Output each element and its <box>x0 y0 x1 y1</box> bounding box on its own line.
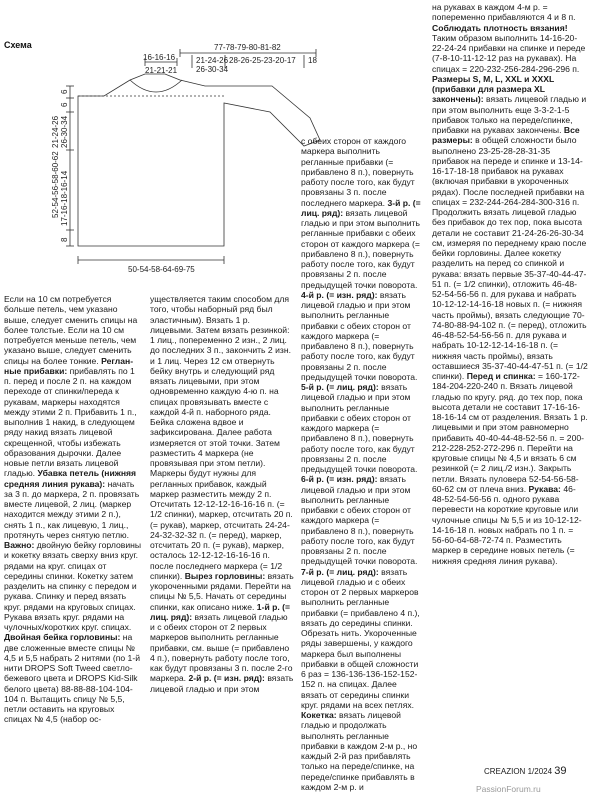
section-heading: Важно: <box>4 540 35 550</box>
body-text: вязать лицевой гладью и при этом <box>150 673 294 694</box>
label-top-2: 21-21-21 <box>145 66 178 75</box>
label-top-1: 16-16-16 <box>143 53 176 62</box>
body-text: Затем вязать резинкой: 1 лиц., попеременно 2 изн., 2 лиц. до последних 3 п., закончить 2 изн. и 1 лиц. <box>150 324 291 366</box>
body-text: вязать лицевой гладью и при этом выполнить регланные прибавки с обеих сторон от каждого маркера (= прибавлено 8 п.), повернуть работу после того, как будут провязаны 2 п. после предыдущей точки поворота. <box>301 382 418 474</box>
page-number: 39 <box>554 765 567 777</box>
body-text: в общей сложности было выполнено 23-25-28-28-31-35 прибавок на переде и спинке и 13-14-16-17-18-18 прибавок на рукавах (включая прибавки в укороченных рядах). После последней прибавки на спицах = 232-244-264-284-300-316 п. Продолжить вязать лицевой гладью без прибавок до тех пор, пока высота детали не составит 21-24-26-26-30-34 см, измеряя по переднему краю после бейки горловины. <box>432 135 587 258</box>
section-heading: Убавка петель (нижняя средняя линия рукава): <box>4 468 137 489</box>
section-heading: Вырез горловины: <box>184 570 266 581</box>
body-text: Отсчитать 12-12-12-16-16-16 п. (= 1/2 спинки), маркер, отсчитать 20 п. (= рукав), маркер, отсчитать 24-24-24-32-32-32 п. (= перед), маркер, отсчитать 20 п. (= рукав), маркер, осталось 12-12-12-16-16-16 п. после последнего маркера (= 1/2 спинки). <box>150 499 293 581</box>
label-top-3b: 26-30-34 <box>196 65 229 74</box>
label-top-4: 28-26-25-23-20-17 <box>229 56 296 65</box>
label-left-5: 17-16-18-16-14 <box>60 170 69 226</box>
body-text: с обеих сторон от каждого маркера выполнить регланные прибавки (= прибавлено 8 п.), повернуть работу после того, как будут провязаны 3 п. после последнего маркера. <box>301 136 415 208</box>
section-heading: Кокетка: <box>301 710 337 720</box>
label-left-2: 6 <box>60 102 69 107</box>
body-text: вязать лицевой гладью и при этом выполнить регланные прибавки с обеих сторон от каждого маркера (= прибавлено 8 п.), повернуть работу после того, как будут провязаны 2 п. после предыдущей точки поворота. <box>301 207 420 290</box>
schema-title: Схема <box>4 40 32 50</box>
body-text: на две сложенные вместе спицы № 4,5 и 5,5 набрать 2 нитями (по 1-й нити DROPS Soft Tweed светло-бежевого цвета и DROPS Kid-Silk белого цвета) 88-88-88-104-104-104 п. Вытащить спицу № 5,5, петли оставить на круговых спицах № 4,5 (набор ос- <box>4 632 140 725</box>
body-text: = 160-172-184-204-220-240 п. Вязать лицевой гладью по кругу. ряд. до тех пор, пока высота детали не составит 17-16-16-18-16-14 см от разделения. Вязать 1 р. лицевыми и при этом равномерно прибавить 40-40-44-48-52-56 п. = 200-212-228-252-272-296 п. Перейти на круговые спицы № 4,5 и вязать 6 см резинкой (= 2 лиц./2 изн.). Закрыть петли. Вязать пуловера 52-54-56-58-60-62 см от плеча вниз. <box>432 371 588 494</box>
section-heading: Соблюдать плотность вязания! <box>432 22 568 33</box>
body-text: вязать лицевой гладью и при этом выполнить регланные прибавки с обеих сторон от каждого маркера (= прибавлено 8 п.), повернуть работу после того, как будут провязаны 2 п. после предыдущей точки поворота. <box>301 289 418 382</box>
label-left-1: 6 <box>60 89 69 94</box>
text-column-3 <box>301 136 425 792</box>
section-heading: 4-й р. (= изн. ряд): <box>301 289 378 300</box>
body-text: двойную бейку горловины и кокетку вязать сверху вниз круг. рядами на круг. спицах от середины спинки. Кокетку затем разделить на спинку с передом и рукава. Спинку и перед вязать круг. рядами на круговых спицах. Рукава вязать круг. рядами на чулочных/коротких круг. спицах. <box>4 540 142 632</box>
section-heading: 7-й р. (= лиц. ряд): <box>301 566 379 577</box>
schematic-diagram <box>0 0 340 292</box>
section-heading: 5-й р. (= лиц. ряд): <box>301 382 379 392</box>
section-heading: 6-й р. (= изн. ряд): <box>301 474 378 485</box>
text-column-4 <box>432 2 588 566</box>
body-text: вязать лицевой гладью и с обеих сторон от 2 первых маркеров выполнить регланные прибавки, см. выше (= прибавлено 4 п.), повернуть работу после того, как будут провязаны 3 п. после 2-го маркера. <box>150 611 293 684</box>
body-text: Укороченные ряды завершены, у каждого маркера был выполнены прибавки в общей сложности 6 раз = 136-136-136-152-152-152 п. на спицах. <box>301 628 419 690</box>
body-text: вязать лицевой гладью и продолжать выполнять регланные прибавки в каждом 2-м р., но каждый 2-й раз прибавлять только на переде/спинке, на переде/спинке прибавлять в каждом 2-м р. и <box>301 710 418 792</box>
body-text: 46-48-52-54-56-56 п. одного рукава перевести на короткие круговые или чулочные спицы № 5,5 и из 10-12-12-14-16-18 п. новых набрать по 1 п. = 56-60-64-68-72-74 п. Разместить маркер в середине новых петель (= нижняя средняя линия рукава). <box>432 483 582 566</box>
body-text: Если на 10 см потребуется больше петель, чем указано выше, следует сменить спицы на более толстые. Если на 10 см потребуется меньше петель, чем указано выше, следует сменить спицы на более тонкие. <box>4 294 138 366</box>
body-text: Затем разместить 4 маркера (не провязывая при этом петли). Маркеры будут нужны для регланных прибавок, каждый маркер разместить между 2 п. <box>150 437 280 499</box>
body-text: Вязать 1 р. лицевыми. <box>150 314 250 335</box>
section-heading: 2-й р. (= изн. ряд): <box>188 673 265 684</box>
body-text: Далее работа измеряется от этой точки. <box>150 427 272 448</box>
section-heading: Рукава: <box>528 483 561 494</box>
body-text: вязать укороченными рядами. Перейти на спицы № 5,5. Начать от середины спинки, как описано ниже. <box>150 570 294 612</box>
body-text: Таким образом выполнить 14-16-20-22-24-24 прибавки на спинке и переде (7-8-10-11-12-12 раз на рукавах). На спицах = 220-232-256-284-296-296 п. <box>432 32 586 74</box>
body-text: уществляется таким способом для того, чтобы наборный ряд был эластичным). <box>150 294 290 325</box>
label-top-5: 18 <box>308 56 317 65</box>
issue-number: 1/2024 <box>527 767 553 776</box>
label-left-6: 8 <box>60 237 69 242</box>
body-text: вязать лицевой гладью и при этом выполнить регланные прибавки с обеих сторон от каждого маркера (= прибавлено 8 п.), повернуть работу после того, как будут провязаны 2 п. после предыдущей точки поворота. <box>301 474 418 567</box>
section-heading: 1-й р. (= лиц. ряд): <box>150 601 291 622</box>
body-text: начать за 3 п. до маркера, 2 п. провязать вместе лицевой, 2 лиц. (маркер находится между этими 2 п.), снять 1 п., как лицевую, 1 лиц., протянуть через снятую петлю. <box>4 478 140 540</box>
body-text: на рукавах в каждом 4-м р. = попеременно прибавляются 4 и 8 п. <box>432 2 576 23</box>
text-column-1 <box>4 294 144 725</box>
magazine-name: CREAZION <box>484 767 526 776</box>
body-text: Через 12 см отвернуть бейку внутрь и следующий ряд вязать лицевыми, при этом одновременно каждую 4-ю п. на спицах провязывать вместе с каждой 4-й п. наборного ряда. Бейка сложена вдвое и зафиксирована. <box>150 355 279 438</box>
label-left-3a: 21-24-26 <box>51 115 60 148</box>
text-column-2 <box>150 294 294 694</box>
garment-outline <box>78 74 320 246</box>
section-heading: Двойная бейка горловины: <box>4 632 121 643</box>
body-text: Далее вязать от середины спинки круг. рядами на всех петлях. <box>301 679 415 710</box>
page-footer <box>484 765 567 777</box>
watermark: PassionForum.ru <box>476 784 541 794</box>
body-text: вязать лицевой гладью и при этом выполнить еще 3-3-2-1-5 прибавок только на переде/спинке, прибавки на рукавах закончены. <box>432 94 587 135</box>
section-heading: 3-й р. (= лиц. ряд): <box>301 197 421 218</box>
label-left-4: 52-54-56-58-60-62 <box>51 151 60 218</box>
label-top-total: 77-78-79-80-81-82 <box>214 43 281 52</box>
label-top-3a: 21-24-26 <box>196 56 229 65</box>
section-heading: Все размеры: <box>432 125 580 146</box>
body-text: Далее кокетку разделить на перед со спинкой и рукава: вязать первые 35-37-40-44-47-51 п. (= 1/2 спинки), отложить 46-48-52-54-56-56 п. для рукава и набрать 10-12-12-14-16-18 новых п. (= нижняя часть проймы), вязать следующие 70-74-80-88-94-102 п. (= перед), отложить 46-48-52-54-56-56 п. для рукава и набрать 10-12-12-14-16-18 п. (= нижняя часть проймы), вязать оставшиеся 35-37-40-44-47-51 п. (= 1/2 спинки). <box>432 248 588 381</box>
label-bottom: 50-54-58-64-69-75 <box>128 265 195 274</box>
body-text: прибавлять по 1 п. перед и после 2 п. на каждом переходе от спинки/переда к рукавам, маркеры находятся между этими 2 п. Прибавить 1 п., выполнив 1 накид, в следующем ряду накид вязать лицевой скрещенной, чтобы избежать образования дырочки. Далее новые петли вязать лицевой гладью. <box>4 365 137 479</box>
section-heading: Перед и спинка: <box>466 371 536 381</box>
section-heading: Размеры S, M, L, XXL и XXXL (прибавки для размера XL закончены): <box>432 73 555 105</box>
section-heading: Регланные прибавки: <box>4 355 134 376</box>
body-text: вязать лицевой гладью и с обеих сторон от 2 первых маркеров выполнить регланные прибавки (= прибавлено 4 п.), вязать до середины спинки. Обрезать нить. <box>301 566 420 638</box>
label-left-3b: 26-30-34 <box>60 115 69 148</box>
